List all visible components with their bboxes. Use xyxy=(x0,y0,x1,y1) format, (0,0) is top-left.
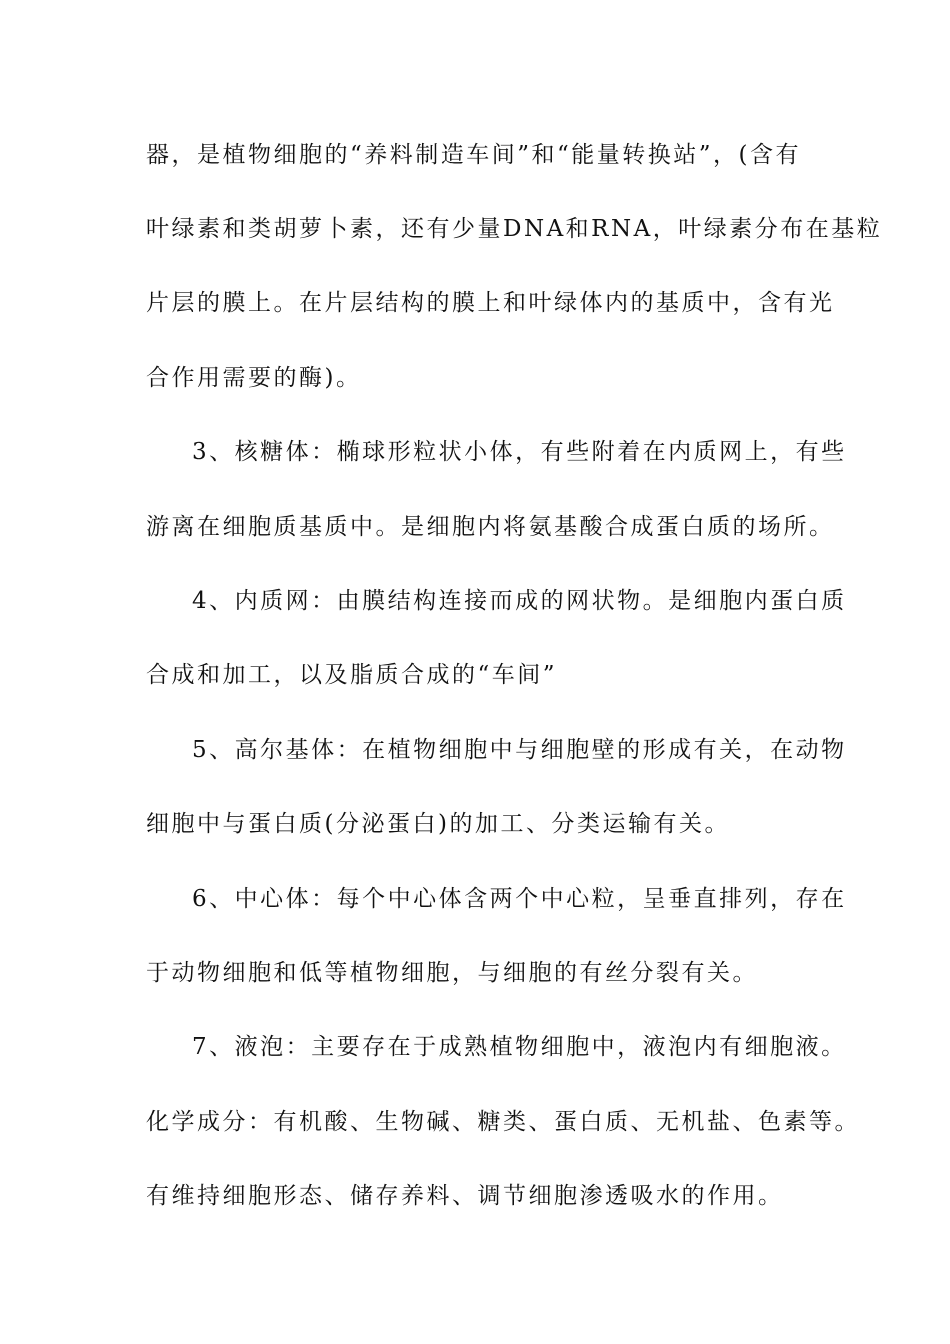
text-line-golgi-1: 5、高尔基体：在植物细胞中与细胞壁的形成有关，在动物 xyxy=(192,737,847,763)
text-line-er-1: 4、内质网：由膜结构连接而成的网状物。是细胞内蛋白质 xyxy=(192,588,847,614)
text-line-centrosome-1: 6、中心体：每个中心体含两个中心粒，呈垂直排列，存在 xyxy=(192,886,847,912)
text-line-er-2: 合成和加工，以及脂质合成的“车间” xyxy=(146,662,558,688)
text-line-chloroplast-4: 合作用需要的酶)。 xyxy=(146,365,362,391)
text-line-vacuole-1: 7、液泡：主要存在于成熟植物细胞中，液泡内有细胞液。 xyxy=(192,1034,847,1060)
text-line-ribosome-1: 3、核糖体：椭球形粒状小体，有些附着在内质网上，有些 xyxy=(192,439,847,465)
text-line-golgi-2: 细胞中与蛋白质(分泌蛋白)的加工、分类运输有关。 xyxy=(146,811,730,837)
text-line-ribosome-2: 游离在细胞质基质中。是细胞内将氨基酸合成蛋白质的场所。 xyxy=(146,514,835,540)
text-line-vacuole-2: 化学成分：有机酸、生物碱、糖类、蛋白质、无机盐、色素等。 xyxy=(146,1109,860,1135)
text-line-vacuole-3: 有维持细胞形态、储存养料、调节细胞渗透吸水的作用。 xyxy=(146,1183,784,1209)
text-line-centrosome-2: 于动物细胞和低等植物细胞，与细胞的有丝分裂有关。 xyxy=(146,960,758,986)
text-line-chloroplast-3: 片层的膜上。在片层结构的膜上和叶绿体内的基质中，含有光 xyxy=(146,290,835,316)
text-line-chloroplast-1: 器，是植物细胞的“养料制造车间”和“能量转换站”，(含有 xyxy=(146,142,802,168)
text-line-chloroplast-2: 叶绿素和类胡萝卜素，还有少量DNA和RNA，叶绿素分布在基粒 xyxy=(146,216,883,242)
